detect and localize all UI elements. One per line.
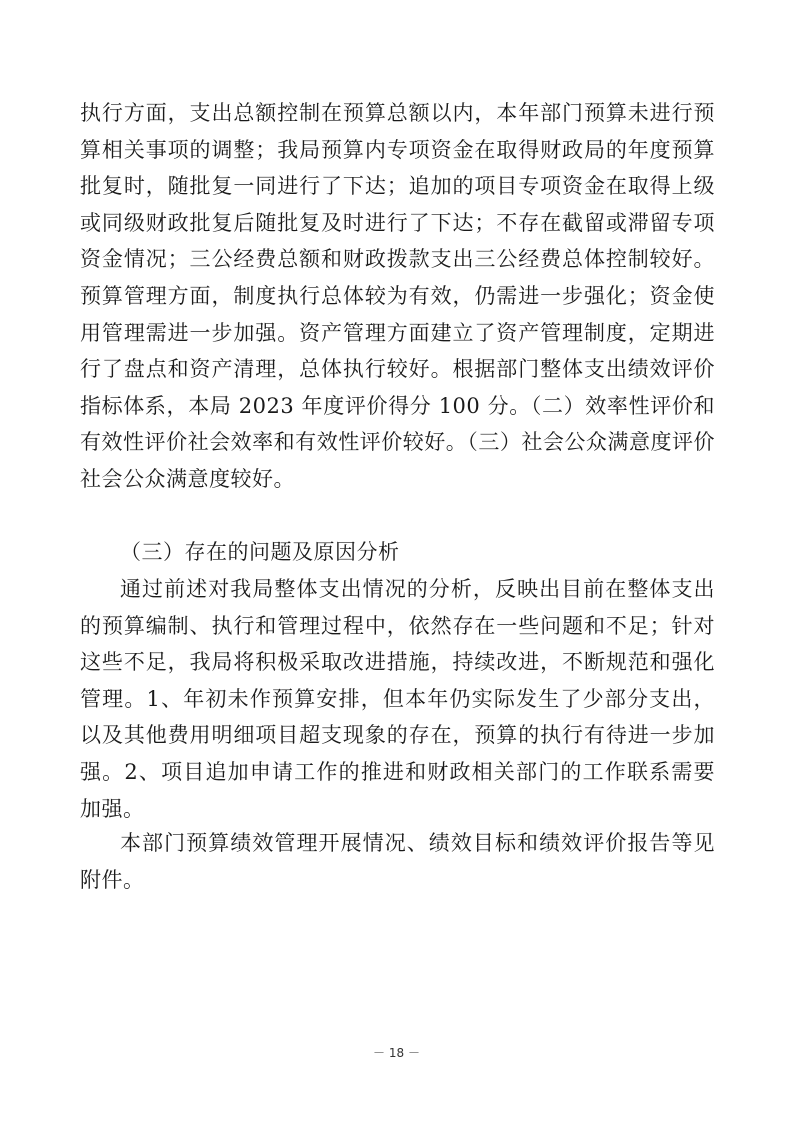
paragraph-attachment-note: 本部门预算绩效管理开展情况、绩效目标和绩效评价报告等见附件。: [80, 831, 715, 892]
section-heading-problems: （三）存在的问题及原因分析: [120, 540, 400, 564]
paragraph-problems-analysis: 通过前述对我局整体支出情况的分析，反映出目前在整体支出的预算编制、执行和管理过程中，依然存在一些问题和不足；针对这些不足，我局将积极采取改进措施，持续改进，不断规范和强化管理。1、年初未作预算安排，但本年仍实际发生了少部分支出，以及其他费用明细项目超支现象的存在，预算的执行有待进一步加强。2、项目追加申请工作的推进和财政相关部门的工作联系需要加强。: [80, 577, 715, 821]
page-number: － 18 －: [373, 1046, 420, 1060]
paragraph-performance-summary: 执行方面，支出总额控制在预算总额以内，本年部门预算未进行预算相关事项的调整；我局预算内专项资金在取得财政局的年度预算批复时，随批复一同进行了下达；追加的项目专项资金在取得上级或同级财政批复后随批复及时进行了下达；不存在截留或滞留专项资金情况；三公经费总额和财政拨款支出三公经费总体控制较好。预算管理方面，制度执行总体较为有效，仍需进一步强化；资金使用管理需进一步加强。资产管理方面建立了资产管理制度，定期进行了盘点和资产清理，总体执行较好。根据部门整体支出绩效评价指标体系，本局 2023 年度评价得分 100 分。（二）效率性评价和有效性评价社会效率和有效性评价较好。（三）社会公众满意度评价社会公众满意度较好。: [80, 101, 715, 491]
